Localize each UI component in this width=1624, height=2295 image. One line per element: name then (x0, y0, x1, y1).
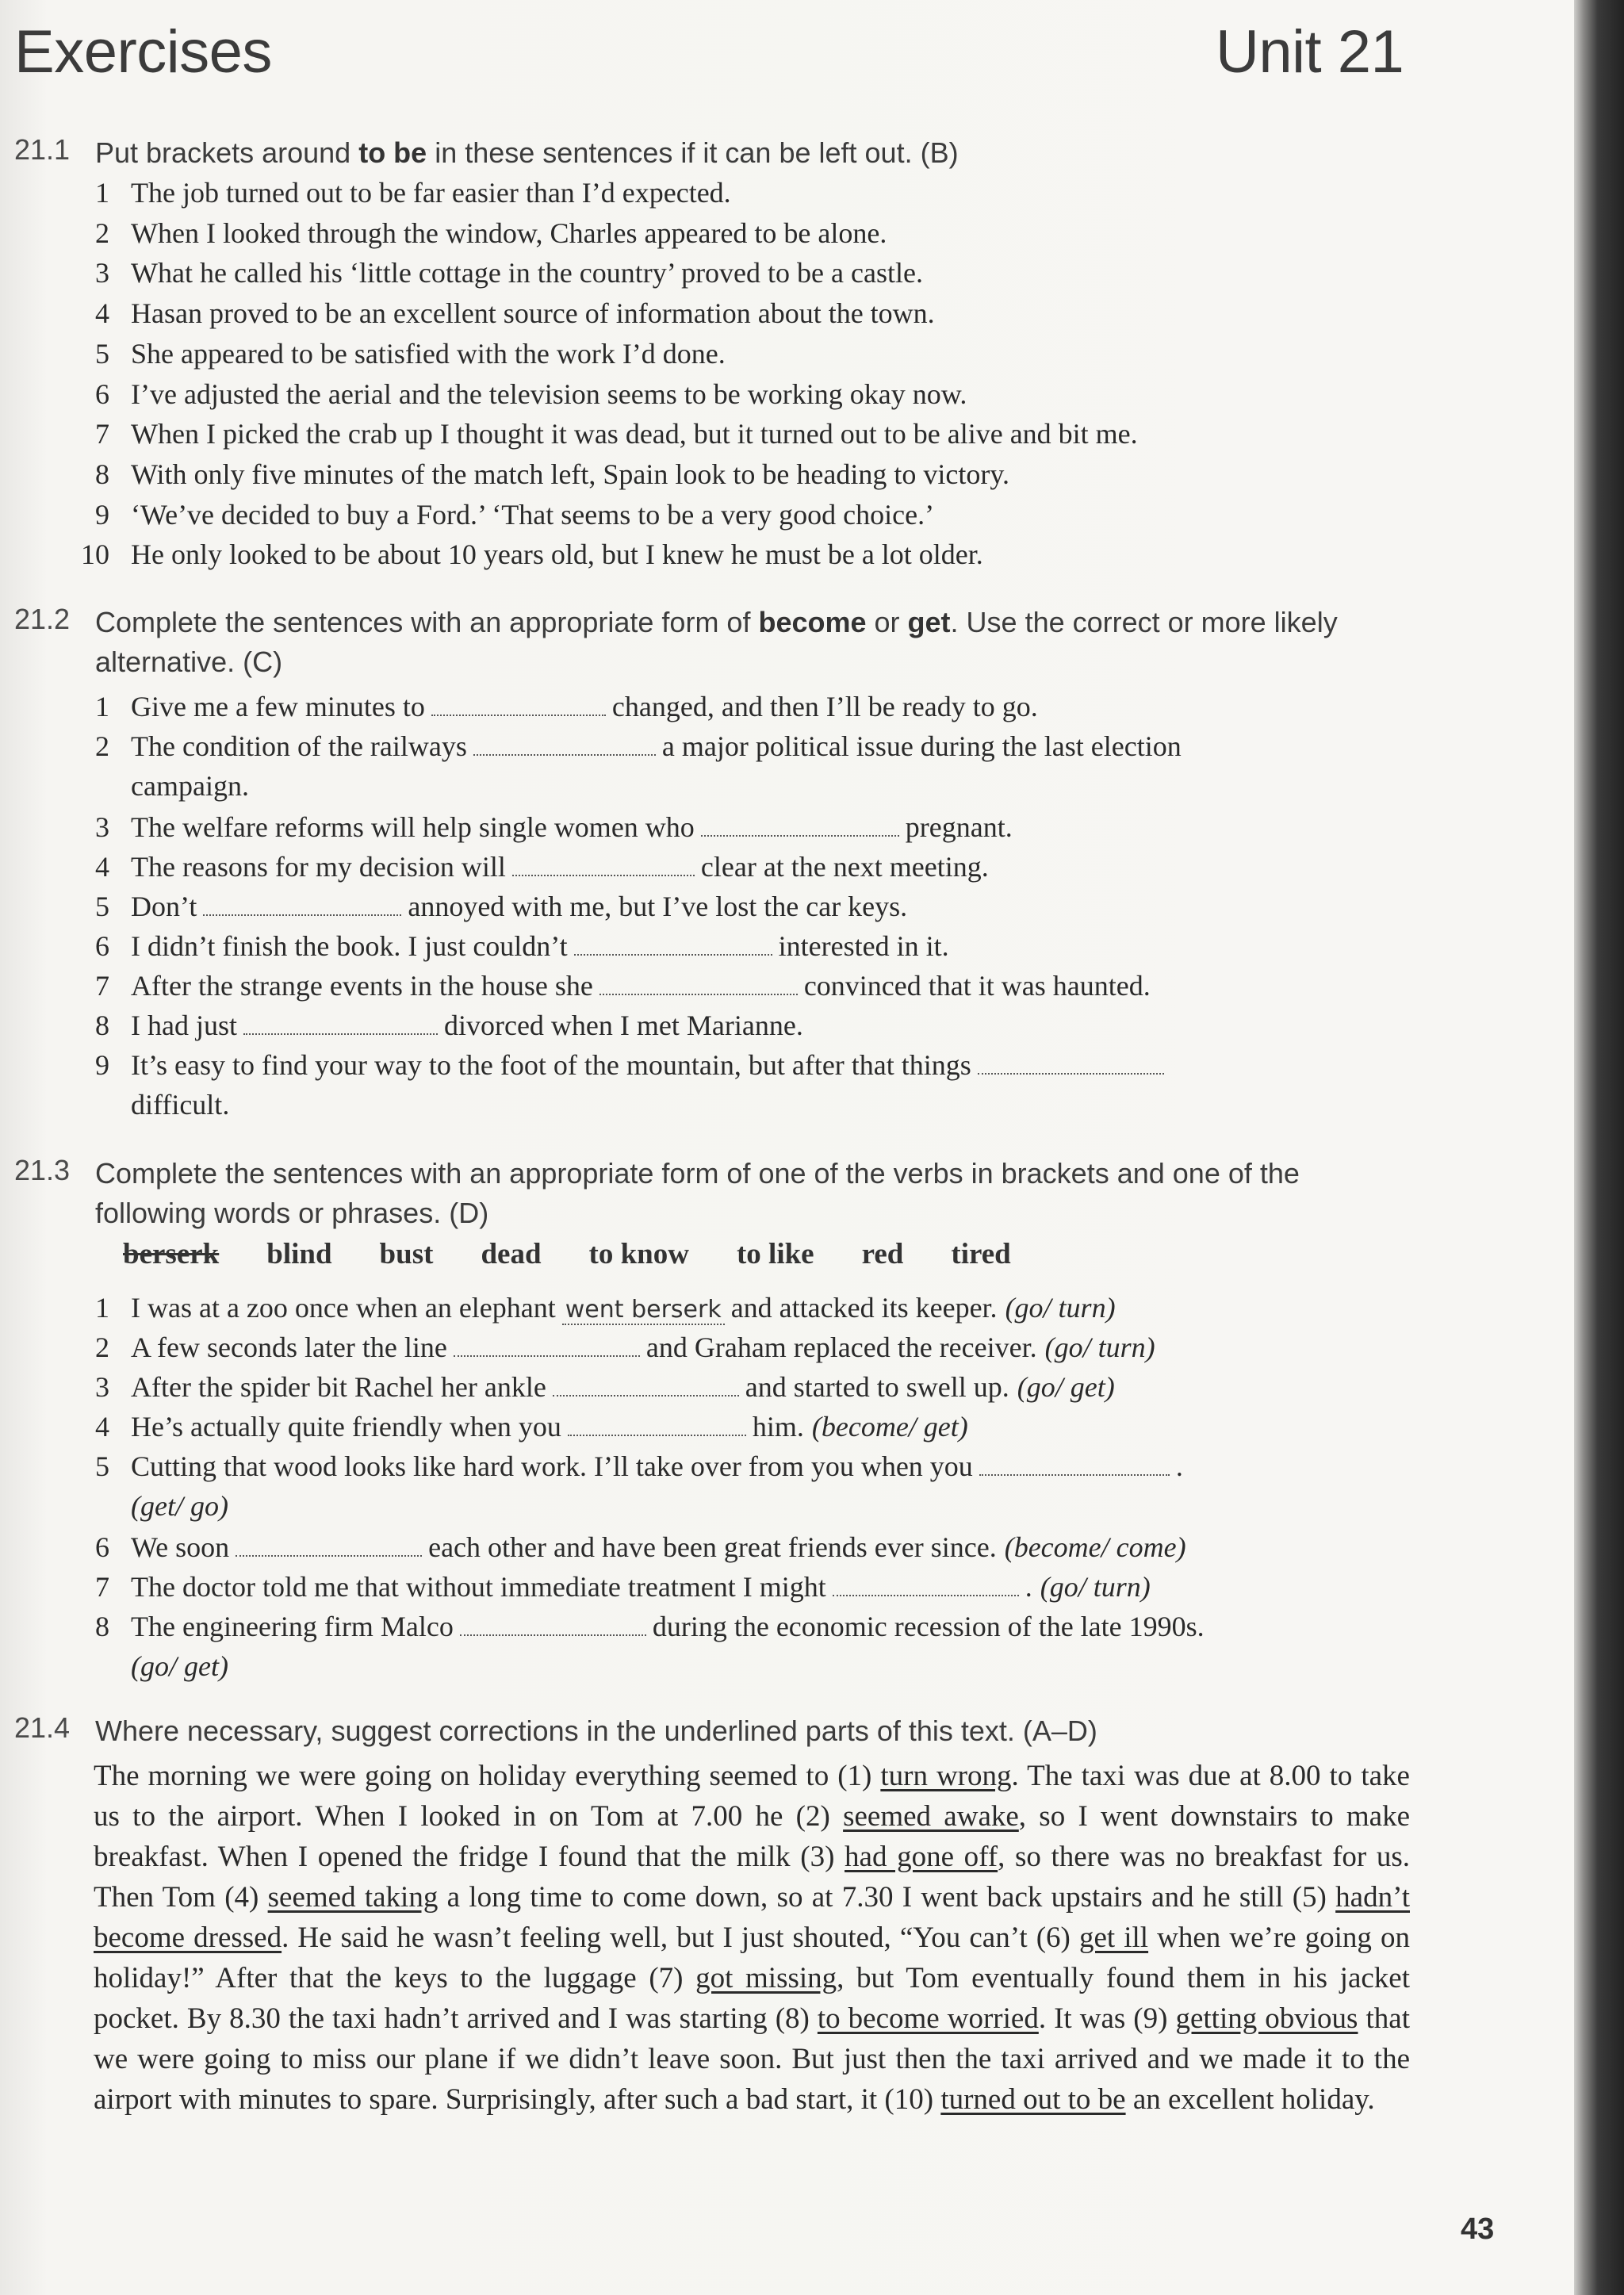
word-option: to like (736, 1238, 814, 1270)
sentence-item (95, 887, 1396, 926)
underlined-phrase: had gone off (845, 1841, 998, 1873)
sentence-text: him. (752, 1411, 804, 1443)
answer-blank (978, 1056, 1164, 1075)
sentence-item (95, 1527, 1396, 1567)
sentence-text: I’ve adjusted the aerial and the television seems to be working okay now. (131, 377, 967, 410)
sentence-item (95, 1567, 1396, 1607)
underlined-phrase: hadn’t become dressed (94, 1881, 1410, 1954)
text-segment: . It was (9) (1038, 2002, 1176, 2035)
handwritten-answer: went berserk (562, 1296, 725, 1325)
sentence-item (95, 374, 1396, 414)
item-number: 2 (95, 1331, 109, 1363)
verb-options: (get/ go) (131, 1490, 228, 1522)
word-option: bust (379, 1238, 434, 1270)
sentence-text: . (1175, 1450, 1183, 1482)
word-option: to know (588, 1238, 689, 1270)
sentence-text: and started to swell up. (745, 1371, 1009, 1403)
underlined-phrase: to become worried (817, 2002, 1039, 2035)
underlined-phrase: getting obvious (1175, 2002, 1358, 2035)
sentence-text: After the spider bit Rachel her ankle (131, 1371, 546, 1403)
item-number: 7 (95, 418, 109, 450)
sentence-item (95, 807, 1396, 847)
sentence-text: changed, and then I’ll be ready to go. (611, 691, 1038, 722)
text-segment: . The taxi was due at 8.00 to take us to the airport. When I looked in on Tom at 7.00 he (2) (94, 1760, 1410, 1833)
verb-options: (go/ get) (131, 1650, 228, 1682)
underlined-phrase: turn wrong (880, 1760, 1012, 1792)
item-number: 1 (95, 177, 109, 209)
item-number: 5 (95, 337, 109, 370)
underlined-phrase: get ill (1078, 1921, 1149, 1954)
page-title: Exercises (14, 18, 272, 86)
answer-blank (979, 1457, 1170, 1476)
answer-blank (599, 976, 798, 995)
answer-blank (431, 697, 606, 716)
sentence-text: I didn’t finish the book. I just couldn’t (131, 930, 568, 962)
sentence-text: We soon (131, 1531, 230, 1563)
sentence-text: He only looked to be about 10 years old, but I knew he must be a lot older. (131, 538, 983, 571)
sentence-text: The engineering firm Malco (131, 1611, 454, 1642)
sentence-item (95, 495, 1396, 534)
answer-blank (454, 1338, 640, 1357)
sentence-item (95, 253, 1396, 293)
sentence-item (95, 1607, 1396, 1686)
exercise-instruction: Where necessary, suggest corrections in the underlined parts of this text. (A–D) (95, 1715, 1097, 1747)
sentence-text: Give me a few minutes to (131, 691, 425, 722)
item-number: 5 (95, 1450, 109, 1482)
answer-blank (460, 1617, 646, 1636)
sentence-continuation: difficult. (131, 1089, 230, 1121)
page-number: 43 (1461, 2213, 1495, 2246)
sentence-text: Don’t (131, 891, 197, 922)
item-number: 10 (81, 538, 109, 571)
text-segment: , so there was no breakfast for us. Then Tom (4) (94, 1841, 1410, 1914)
answer-blank (574, 937, 772, 956)
item-number: 4 (95, 297, 109, 330)
sentence-text: It’s easy to find your way to the foot of the mountain, but after that things (131, 1049, 971, 1081)
sentence-text: interested in it. (778, 930, 949, 962)
item-number: 7 (95, 1571, 109, 1603)
text-segment: , so I went downstairs to make breakfast. When I opened the fridge I found that the milk (3) (94, 1800, 1410, 1873)
text-segment: that we were going to miss our plane if we didn’t leave soon. But just then the taxi arrived and we made it to the airport with minutes to spare. Surprisingly, after such a bad start, it (10) (94, 2002, 1410, 2116)
answer-blank (236, 1538, 422, 1557)
answer-blank (833, 1577, 1019, 1596)
item-number: 4 (95, 851, 109, 883)
exercise-number: 21.3 (14, 1154, 71, 1186)
sentence-item (95, 334, 1396, 374)
item-number: 3 (95, 257, 109, 289)
item-number: 8 (95, 458, 109, 490)
sentence-text: divorced when I met Marianne. (443, 1010, 803, 1041)
answer-blank (553, 1377, 739, 1397)
item-number: 9 (95, 1049, 109, 1081)
exercise-number: 21.2 (14, 603, 71, 635)
answer-blank (243, 1016, 438, 1035)
sentence-text: clear at the next meeting. (700, 851, 989, 883)
word-option: dead (481, 1238, 542, 1270)
sentence-text: annoyed with me, but I’ve lost the car keys. (408, 891, 908, 922)
item-number: 1 (95, 1292, 109, 1324)
verb-options: (become/ get) (811, 1411, 968, 1443)
text-segment: a long time to come down, so at 7.30 I went back upstairs and he still (5) (438, 1881, 1336, 1914)
item-number: 6 (95, 1531, 109, 1563)
text-segment: The morning we were going on holiday everything seemed to (1) (94, 1760, 881, 1792)
exercise-number: 21.1 (14, 133, 71, 166)
sentence-text: a major political issue during the last election (661, 730, 1182, 762)
word-option: red (861, 1238, 904, 1270)
underlined-phrase: got missing (695, 1962, 837, 1994)
answer-blank (203, 897, 401, 916)
sentence-item (95, 926, 1396, 966)
underlined-phrase: seemed taking (267, 1881, 439, 1914)
item-number: 1 (95, 691, 109, 722)
sentence-text: and attacked its keeper. (730, 1292, 998, 1324)
answer-blank (568, 1417, 746, 1436)
word-option: blind (266, 1238, 332, 1270)
sentence-item (95, 1367, 1396, 1407)
sentence-item (95, 173, 1396, 213)
sentence-item (95, 454, 1396, 494)
word-option: tired (951, 1238, 1011, 1270)
sentence-text: during the economic recession of the late 1990s. (652, 1611, 1205, 1642)
item-number: 3 (95, 811, 109, 843)
underlined-phrase: seemed awake (843, 1800, 1019, 1833)
sentence-text: The doctor told me that without immediate treatment I might (131, 1571, 826, 1603)
text-segment: , but Tom eventually found them in his jacket pocket. By 8.30 the taxi hadn’t arrived and I was starting (8) (94, 1962, 1410, 2035)
text-segment: an excellent holiday. (1125, 2083, 1375, 2116)
item-number: 7 (95, 970, 109, 1002)
sentence-text: pregnant. (905, 811, 1013, 843)
item-number: 6 (95, 930, 109, 962)
sentence-continuation: campaign. (131, 770, 249, 802)
sentence-text: What he called his ‘little cottage in the country’ proved to be a castle. (131, 257, 923, 289)
sentence-item (95, 966, 1396, 1006)
item-number: 8 (95, 1010, 109, 1041)
item-number: 2 (95, 730, 109, 762)
exercise-instruction: Complete the sentences with an appropriate form of become or get. Use the correct or more likely alternative. (C) (95, 606, 1338, 678)
sentence-text: He’s actually quite friendly when you (131, 1411, 561, 1443)
sentence-item (95, 847, 1396, 887)
underlined-phrase: turned out to be (940, 2083, 1126, 2116)
answer-blank (473, 737, 656, 756)
correction-text (94, 1756, 1410, 2120)
sentence-text: convinced that it was haunted. (803, 970, 1151, 1002)
sentence-text: ‘We’ve decided to buy a Ford.’ ‘That seems to be a very good choice.’ (131, 498, 935, 531)
sentence-item (95, 1407, 1396, 1446)
word-box (123, 1237, 1059, 1271)
sentence-text: The reasons for my decision will (131, 851, 506, 883)
item-number: 4 (95, 1411, 109, 1443)
unit-title: Unit 21 (1216, 18, 1404, 86)
sentence-item (95, 1288, 1396, 1330)
sentence-item (95, 213, 1396, 253)
verb-options: (go/ turn) (1040, 1571, 1151, 1603)
sentence-item (95, 726, 1396, 806)
text-segment: . He said he wasn’t feeling well, but I just shouted, “You can’t (6) (282, 1921, 1079, 1954)
verb-options: (become/ come) (1004, 1531, 1186, 1563)
word-option: berserk (123, 1238, 220, 1270)
sentence-text: She appeared to be satisfied with the work I’d done. (131, 337, 726, 370)
sentence-text: The job turned out to be far easier than I’d expected. (131, 177, 731, 209)
book-spine (1574, 0, 1624, 2295)
verb-options: (go/ get) (1017, 1371, 1115, 1403)
item-number: 3 (95, 1371, 109, 1403)
sentence-text: I had just (131, 1010, 237, 1041)
sentence-text: With only five minutes of the match left, Spain look to be heading to victory. (131, 458, 1009, 490)
sentence-text: A few seconds later the line (131, 1331, 447, 1363)
sentence-text: Cutting that wood looks like hard work. I’ll take over from you when you (131, 1450, 973, 1482)
sentence-text: The welfare reforms will help single women who (131, 811, 695, 843)
verb-options: (go/ turn) (1005, 1292, 1116, 1324)
answer-blank (701, 818, 899, 837)
item-number: 9 (95, 498, 109, 531)
item-number: 6 (95, 377, 109, 410)
item-number: 5 (95, 891, 109, 922)
sentence-item (95, 1328, 1396, 1367)
sentence-text: Hasan proved to be an excellent source of information about the town. (131, 297, 935, 330)
sentence-item (95, 687, 1396, 726)
item-number: 2 (95, 216, 109, 249)
sentence-item (95, 1045, 1396, 1125)
sentence-text: each other and have been great friends ever since. (428, 1531, 997, 1563)
sentence-text: I was at a zoo once when an elephant (131, 1292, 556, 1324)
sentence-text: When I looked through the window, Charles appeared to be alone. (131, 216, 887, 249)
sentence-text: When I picked the crab up I thought it was dead, but it turned out to be alive and bit me. (131, 418, 1138, 450)
item-number: 8 (95, 1611, 109, 1642)
exercise-instruction: Put brackets around to be in these sentences if it can be left out. (B) (95, 136, 959, 169)
sentence-item (95, 1006, 1396, 1045)
sentence-item (81, 534, 1396, 574)
sentence-item (95, 414, 1396, 454)
sentence-text: After the strange events in the house she (131, 970, 593, 1002)
verb-options: (go/ turn) (1044, 1331, 1155, 1363)
exercise-instruction: Complete the sentences with an appropriate form of one of the verbs in brackets and one of the following words or phrases. (D) (95, 1157, 1300, 1229)
exercise-number: 21.4 (14, 1711, 71, 1744)
sentence-text: . (1025, 1571, 1032, 1603)
sentence-text: and Graham replaced the receiver. (645, 1331, 1037, 1363)
sentence-text: The condition of the railways (131, 730, 467, 762)
sentence-item (95, 1446, 1396, 1526)
sentence-item (95, 293, 1396, 333)
text-segment: when we’re going on holiday!” After that the keys to the luggage (7) (94, 1921, 1410, 1994)
answer-blank (512, 857, 695, 876)
